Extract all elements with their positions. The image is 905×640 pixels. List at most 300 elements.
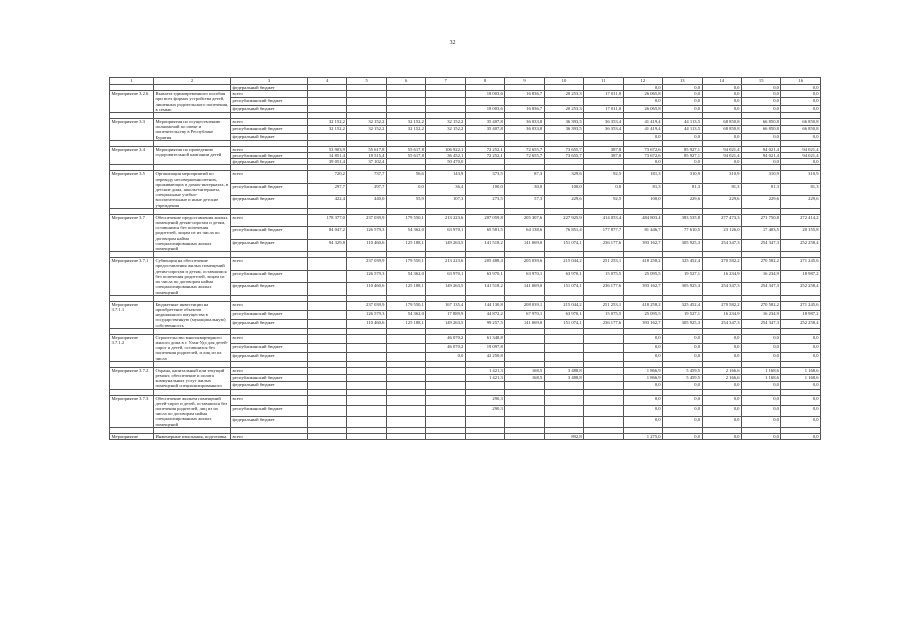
value-cell: 55,9 — [386, 196, 425, 208]
value-cell: 0,0 — [623, 352, 662, 361]
table-row — [110, 334, 821, 343]
value-cell: 36 452,1 — [426, 153, 465, 159]
value-cell: 0,0 — [741, 98, 780, 105]
value-cell: 229,6 — [663, 196, 702, 208]
value-cell: 215 044,2 — [544, 258, 583, 270]
measure-code: Мероприятие — [110, 433, 154, 439]
value-cell — [308, 105, 347, 112]
value-cell: 81,3 — [741, 183, 780, 195]
value-cell — [308, 395, 347, 406]
value-cell: 178 377,0 — [308, 214, 347, 226]
funding-source: всего — [231, 433, 308, 439]
value-cell: 1 168,6 — [781, 375, 821, 382]
value-cell — [426, 133, 465, 140]
value-cell: 237 039,9 — [347, 214, 386, 226]
value-cell: 23 126,0 — [702, 227, 741, 239]
value-cell: 32 152,2 — [347, 126, 386, 133]
funding-source: всего — [231, 91, 308, 98]
header-cell: 6 — [386, 78, 425, 85]
funding-source: федеральный бюджет — [231, 352, 308, 361]
value-cell: 151 074,1 — [544, 283, 583, 295]
value-cell — [386, 395, 425, 406]
table-row — [110, 91, 821, 98]
value-cell: 0,0 — [623, 417, 662, 428]
value-cell: 0,0 — [623, 85, 662, 91]
value-cell: 94 021,4 — [741, 146, 780, 152]
value-cell — [584, 406, 623, 417]
value-cell: 0,0 — [781, 343, 821, 352]
value-cell — [308, 375, 347, 382]
value-cell: 177 877,7 — [584, 227, 623, 239]
value-cell: 92,5 — [584, 196, 623, 208]
value-cell: 0,0 — [781, 417, 821, 428]
value-cell: 2 166,6 — [702, 367, 741, 374]
value-cell: 252 258,4 — [781, 239, 821, 251]
value-cell: 141 069,0 — [505, 319, 544, 328]
value-cell: 110 460,6 — [347, 319, 386, 328]
value-cell — [584, 395, 623, 406]
funding-source: федеральный бюджет — [231, 319, 308, 328]
measure-name: Мероприятия по проведению оздоровительной кампании детей — [154, 146, 231, 165]
value-cell: 73 655,7 — [544, 153, 583, 159]
value-cell: 0,0 — [663, 85, 702, 91]
value-cell: 0,0 — [741, 343, 780, 352]
value-cell: 0,0 — [702, 395, 741, 406]
value-cell: 0,0 — [741, 105, 780, 112]
value-cell: 0,0 — [663, 417, 702, 428]
funding-source: республиканский бюджет — [231, 343, 308, 352]
value-cell: 16 836,7 — [505, 105, 544, 112]
value-cell: 20 253,3 — [544, 105, 583, 112]
value-cell: 387,8 — [584, 146, 623, 152]
funding-source: федеральный бюджет — [231, 283, 308, 295]
value-cell: 484 803,4 — [623, 214, 662, 226]
value-cell — [544, 334, 583, 343]
value-cell: 53 903,9 — [308, 146, 347, 152]
value-cell: 0,0 — [663, 343, 702, 352]
value-cell: 0,0 — [702, 352, 741, 361]
measure-name: Обеспечение жильем помещений детей-сирот и детей, оставшихся без попечения родителей, лиц из их числа по договорам найма специализированных жилых помещений — [154, 395, 231, 427]
funding-source: федеральный бюджет — [231, 159, 308, 165]
value-cell: 277 473,3 — [702, 214, 741, 226]
value-cell: 0,0 — [663, 395, 702, 406]
value-cell: 0,0 — [623, 98, 662, 105]
value-cell — [386, 105, 425, 112]
value-cell: 85 927,1 — [663, 153, 702, 159]
value-cell: 18 515,4 — [347, 153, 386, 159]
funding-source: республиканский бюджет — [231, 126, 308, 133]
value-cell: 55 617,8 — [386, 146, 425, 152]
value-cell: 81,3 — [781, 183, 821, 195]
value-cell: 229,6 — [702, 196, 741, 208]
funding-source: всего — [231, 214, 308, 226]
value-cell: 0,0 — [741, 352, 780, 361]
value-cell: 16 234,9 — [741, 310, 780, 319]
value-cell: 100,0 — [544, 183, 583, 195]
value-cell: 254 347,3 — [702, 319, 741, 328]
funding-source: всего — [231, 258, 308, 270]
table-row — [110, 258, 821, 270]
value-cell: 236 177,6 — [584, 283, 623, 295]
value-cell — [308, 406, 347, 417]
value-cell: 5 459,5 — [663, 375, 702, 382]
funding-source: всего — [231, 171, 308, 183]
value-cell: 126 579,3 — [347, 227, 386, 239]
page-number: 32 — [449, 40, 456, 46]
value-cell: 64 138,6 — [505, 227, 544, 239]
value-cell: 271 245,6 — [781, 258, 821, 270]
value-cell — [347, 343, 386, 352]
value-cell: 3 488,8 — [544, 375, 583, 382]
value-cell: 181,3 — [623, 171, 662, 183]
value-cell: 66 850,8 — [781, 126, 821, 133]
value-cell: 20 253,3 — [544, 91, 583, 98]
value-cell — [386, 98, 425, 105]
value-cell: 236 177,6 — [584, 319, 623, 328]
value-cell: 18 003,6 — [465, 105, 504, 112]
value-cell: 215 044,2 — [544, 301, 583, 310]
value-cell — [426, 406, 465, 417]
value-cell: 41 419,4 — [623, 126, 662, 133]
value-cell: 65 581,5 — [465, 227, 504, 239]
measure-code: Мероприятие 3.7.1.2 — [110, 334, 154, 361]
value-cell — [347, 105, 386, 112]
value-cell: 63 970,1 — [544, 270, 583, 282]
value-cell: 179 550,1 — [386, 301, 425, 310]
value-cell: 54 362,0 — [386, 227, 425, 239]
value-cell: 16 234,9 — [702, 310, 741, 319]
value-cell: 440,0 — [347, 196, 386, 208]
table-row — [110, 433, 821, 439]
funding-source: всего — [231, 301, 308, 310]
value-cell: 0,0 — [781, 133, 821, 140]
value-cell: 81,3 — [702, 183, 741, 195]
measure-name: Бюджетные инвестиции на приобретение объектов недвижимого имущества в государственную (муниципальную) собственность — [154, 301, 231, 328]
value-cell: 297,7 — [347, 183, 386, 195]
value-cell: 310,9 — [663, 171, 702, 183]
value-cell: 36 353,4 — [584, 126, 623, 133]
value-cell: 271 750,8 — [741, 214, 780, 226]
value-cell: 126 579,3 — [347, 270, 386, 282]
measure-code: Мероприятие 3.3 — [110, 119, 154, 141]
value-cell: 26 065,8 — [623, 91, 662, 98]
value-cell: 94 021,4 — [781, 146, 821, 152]
value-cell: 310,9 — [741, 171, 780, 183]
value-cell: 35 407,8 — [465, 126, 504, 133]
value-cell: 0,0 — [702, 98, 741, 105]
value-cell: 0,0 — [623, 343, 662, 352]
value-cell — [347, 375, 386, 382]
value-cell: 0,0 — [741, 91, 780, 98]
value-cell: 149 263,5 — [426, 319, 465, 328]
value-cell: 72 655,7 — [505, 153, 544, 159]
funding-source: всего — [231, 367, 308, 374]
value-cell: 0,0 — [702, 382, 741, 389]
value-cell: 61 348,8 — [465, 334, 504, 343]
value-cell — [308, 270, 347, 282]
value-cell — [426, 433, 465, 439]
value-cell: 46 070,2 — [426, 334, 465, 343]
value-cell: 36,4 — [426, 183, 465, 195]
value-cell: 251 253,1 — [584, 301, 623, 310]
value-cell: 25 095,5 — [623, 310, 662, 319]
value-cell: 50 470,0 — [426, 159, 465, 165]
header-cell: 14 — [702, 78, 741, 85]
value-cell: 0,0 — [741, 85, 780, 91]
value-cell: 2 166,6 — [702, 375, 741, 382]
value-cell: 110 460,6 — [347, 239, 386, 251]
value-cell — [386, 417, 425, 428]
value-cell — [347, 417, 386, 428]
value-cell: 39 051,4 — [308, 159, 347, 165]
value-cell: 290,3 — [465, 406, 504, 417]
value-cell — [544, 406, 583, 417]
value-cell: 418 258,2 — [623, 258, 662, 270]
funding-source: федеральный бюджет — [231, 417, 308, 428]
value-cell — [584, 417, 623, 428]
value-cell: 310,9 — [781, 171, 821, 183]
value-cell: 0,0 — [426, 352, 465, 361]
value-cell — [347, 382, 386, 389]
value-cell: 229,6 — [781, 196, 821, 208]
value-cell: 208 039,1 — [505, 301, 544, 310]
value-cell: 144 130,8 — [465, 301, 504, 310]
value-cell — [544, 382, 583, 389]
value-cell: 0,0 — [781, 105, 821, 112]
value-cell: 1 866,9 — [623, 367, 662, 374]
value-cell: 1 275,0 — [623, 433, 662, 439]
measure-code: Мероприятие 3.7.1.1 — [110, 301, 154, 328]
funding-source: республиканский бюджет — [231, 270, 308, 282]
value-cell — [386, 133, 425, 140]
value-cell — [465, 417, 504, 428]
value-cell — [465, 133, 504, 140]
value-cell: 26 065,8 — [623, 105, 662, 112]
value-cell — [308, 433, 347, 439]
value-cell — [544, 395, 583, 406]
value-cell — [308, 310, 347, 319]
value-cell — [505, 133, 544, 140]
value-cell: 35 407,8 — [465, 119, 504, 126]
value-cell: 168,5 — [505, 375, 544, 382]
value-cell: 0,0 — [663, 334, 702, 343]
value-cell — [386, 91, 425, 98]
value-cell: 0,0 — [741, 417, 780, 428]
value-cell: 270 582,2 — [702, 258, 741, 270]
value-cell — [347, 395, 386, 406]
header-cell: 1 — [110, 78, 154, 85]
value-cell: 0,0 — [663, 98, 702, 105]
value-cell: 329,6 — [544, 171, 583, 183]
value-cell: 270 582,2 — [741, 258, 780, 270]
value-cell: 17 011,0 — [584, 91, 623, 98]
measure-name: Организация мероприятий по переводу несовершеннолетних, проживающих в домах-интернатах, в детские дома, школы-интернаты, специальные учебно-воспитательные и иные детские учреждения — [154, 171, 231, 208]
value-cell: 1 168,6 — [781, 367, 821, 374]
value-cell — [386, 433, 425, 439]
value-cell: 0,0 — [663, 159, 702, 165]
value-cell: 32 152,2 — [308, 119, 347, 126]
value-cell: 0,0 — [663, 382, 702, 389]
value-cell: 0,0 — [623, 395, 662, 406]
value-cell: 0,0 — [741, 133, 780, 140]
value-cell: 73 672,6 — [623, 146, 662, 152]
value-cell: 272 414,2 — [781, 214, 821, 226]
value-cell: 387,8 — [584, 153, 623, 159]
value-cell: 737,7 — [347, 171, 386, 183]
value-cell: 0,0 — [741, 334, 780, 343]
value-cell: 68 850,8 — [702, 126, 741, 133]
value-cell: 254 347,3 — [741, 283, 780, 295]
value-cell: 20 155,8 — [781, 227, 821, 239]
value-cell — [308, 382, 347, 389]
value-cell — [426, 395, 465, 406]
value-cell: 205 488,4 — [465, 258, 504, 270]
value-cell: 0,0 — [702, 105, 741, 112]
value-cell: 254 347,3 — [702, 239, 741, 251]
value-cell: 42 250,8 — [465, 352, 504, 361]
value-cell: 126 579,3 — [347, 310, 386, 319]
value-cell: 0,0 — [781, 159, 821, 165]
value-cell: 68 850,8 — [702, 119, 741, 126]
value-cell: 72 252,1 — [465, 153, 504, 159]
value-cell: 237 039,9 — [347, 258, 386, 270]
value-cell: 32 152,2 — [386, 119, 425, 126]
value-cell: 81,3 — [663, 183, 702, 195]
value-cell: 63 970,1 — [426, 227, 465, 239]
value-cell: 44 113,5 — [663, 126, 702, 133]
value-cell: 19 527,1 — [663, 310, 702, 319]
funding-source: всего — [231, 395, 308, 406]
header-cell: 11 — [584, 78, 623, 85]
value-cell: 67 970,1 — [505, 310, 544, 319]
value-cell: 1 168,6 — [741, 367, 780, 374]
value-cell: 73 672,6 — [623, 153, 662, 159]
value-cell — [308, 283, 347, 295]
header-cell: 15 — [741, 78, 780, 85]
value-cell — [386, 375, 425, 382]
value-cell: 94 021,4 — [702, 146, 741, 152]
value-cell — [308, 352, 347, 361]
value-cell: 0,0 — [623, 334, 662, 343]
value-cell: 1 168,6 — [741, 375, 780, 382]
measure-name: Субвенция на обеспечение предоставления жилых помещений детям-сиротам и детям, оставшимся без попечения родителей, лицам из их числа по договорам найма специализированных жилых помещений — [154, 258, 231, 295]
value-cell: 254 347,3 — [741, 319, 780, 328]
value-cell: 305 925,3 — [663, 319, 702, 328]
value-cell: 393 162,7 — [623, 319, 662, 328]
value-cell: 30,0 — [505, 183, 544, 195]
value-cell: 55 617,8 — [386, 153, 425, 159]
value-cell: 422,4 — [308, 196, 347, 208]
value-cell: 305 925,3 — [663, 283, 702, 295]
header-row — [110, 78, 821, 85]
funding-source: федеральный бюджет — [231, 196, 308, 208]
value-cell: 32 152,2 — [426, 126, 465, 133]
value-cell: 0,0 — [702, 433, 741, 439]
value-cell: 110 460,6 — [347, 283, 386, 295]
value-cell — [544, 343, 583, 352]
measure-code: Мероприятие 3.7.2 — [110, 367, 154, 389]
value-cell: 0,0 — [702, 334, 741, 343]
value-cell: 99 257,5 — [465, 319, 504, 328]
value-cell: 54 362,0 — [386, 310, 425, 319]
value-cell — [426, 91, 465, 98]
value-cell — [386, 406, 425, 417]
value-cell — [584, 334, 623, 343]
header-cell: 13 — [663, 78, 702, 85]
header-cell: 7 — [426, 78, 465, 85]
value-cell: 213 223,6 — [426, 214, 465, 226]
value-cell: 32 152,2 — [426, 119, 465, 126]
funding-source: федеральный бюджет — [231, 382, 308, 389]
value-cell: 205 307,6 — [505, 214, 544, 226]
value-cell: 16 234,9 — [702, 270, 741, 282]
value-cell: 325 452,4 — [663, 301, 702, 310]
value-cell — [505, 417, 544, 428]
value-cell: 36 033,8 — [505, 119, 544, 126]
value-cell: 179 550,1 — [386, 214, 425, 226]
value-cell: 36 393,5 — [544, 119, 583, 126]
value-cell: 0,0 — [781, 352, 821, 361]
value-cell: 310,9 — [702, 171, 741, 183]
value-cell — [347, 91, 386, 98]
value-cell: 229,6 — [741, 196, 780, 208]
measure-name: Инженерные изыскания, подготовка — [154, 433, 231, 439]
value-cell — [308, 367, 347, 374]
value-cell: 0,0 — [702, 133, 741, 140]
header-cell: 4 — [308, 78, 347, 85]
value-cell: 0,0 — [702, 85, 741, 91]
value-cell: 393 162,7 — [623, 239, 662, 251]
value-cell — [386, 343, 425, 352]
value-cell: 100,0 — [623, 196, 662, 208]
value-cell: 25 095,5 — [623, 270, 662, 282]
value-cell: 36 393,5 — [544, 126, 583, 133]
value-cell: 15 075,5 — [584, 310, 623, 319]
value-cell: 0,0 — [741, 406, 780, 417]
table-row — [110, 119, 821, 126]
value-cell — [308, 301, 347, 310]
value-cell — [584, 98, 623, 105]
value-cell: 107,3 — [426, 196, 465, 208]
value-cell: 179 550,1 — [386, 258, 425, 270]
value-cell — [505, 382, 544, 389]
value-cell: 0,0 — [702, 406, 741, 417]
value-cell: 252 258,4 — [781, 319, 821, 328]
value-cell: 0,0 — [623, 406, 662, 417]
value-cell: 236 177,6 — [584, 239, 623, 251]
value-cell: 151 074,1 — [544, 319, 583, 328]
value-cell: 17 403,5 — [741, 227, 780, 239]
value-cell: 94 329,8 — [308, 239, 347, 251]
value-cell: 44 872,2 — [465, 310, 504, 319]
value-cell: 0,0 — [386, 183, 425, 195]
value-cell: 720,2 — [308, 171, 347, 183]
value-cell — [308, 91, 347, 98]
measure-name: Выплата единовременного пособия при всех формах устройства детей, лишенных родительского попечения, в семью — [154, 91, 231, 113]
value-cell: 84 047,2 — [308, 227, 347, 239]
value-cell — [426, 98, 465, 105]
value-cell: 63 970,1 — [544, 310, 583, 319]
funding-source: всего — [231, 334, 308, 343]
value-cell: 271 245,6 — [781, 301, 821, 310]
value-cell — [426, 382, 465, 389]
table-row — [110, 214, 821, 226]
measure-name: Строительство многоквартирного жилого дома в г. Улан-Удэ для детей-сирот и детей, оставшихся без попечения родителей, и лиц из их числа — [154, 334, 231, 361]
header-cell: 3 — [231, 78, 308, 85]
value-cell — [584, 133, 623, 140]
value-cell: 0,0 — [781, 433, 821, 439]
value-cell: 55 617,8 — [347, 146, 386, 152]
